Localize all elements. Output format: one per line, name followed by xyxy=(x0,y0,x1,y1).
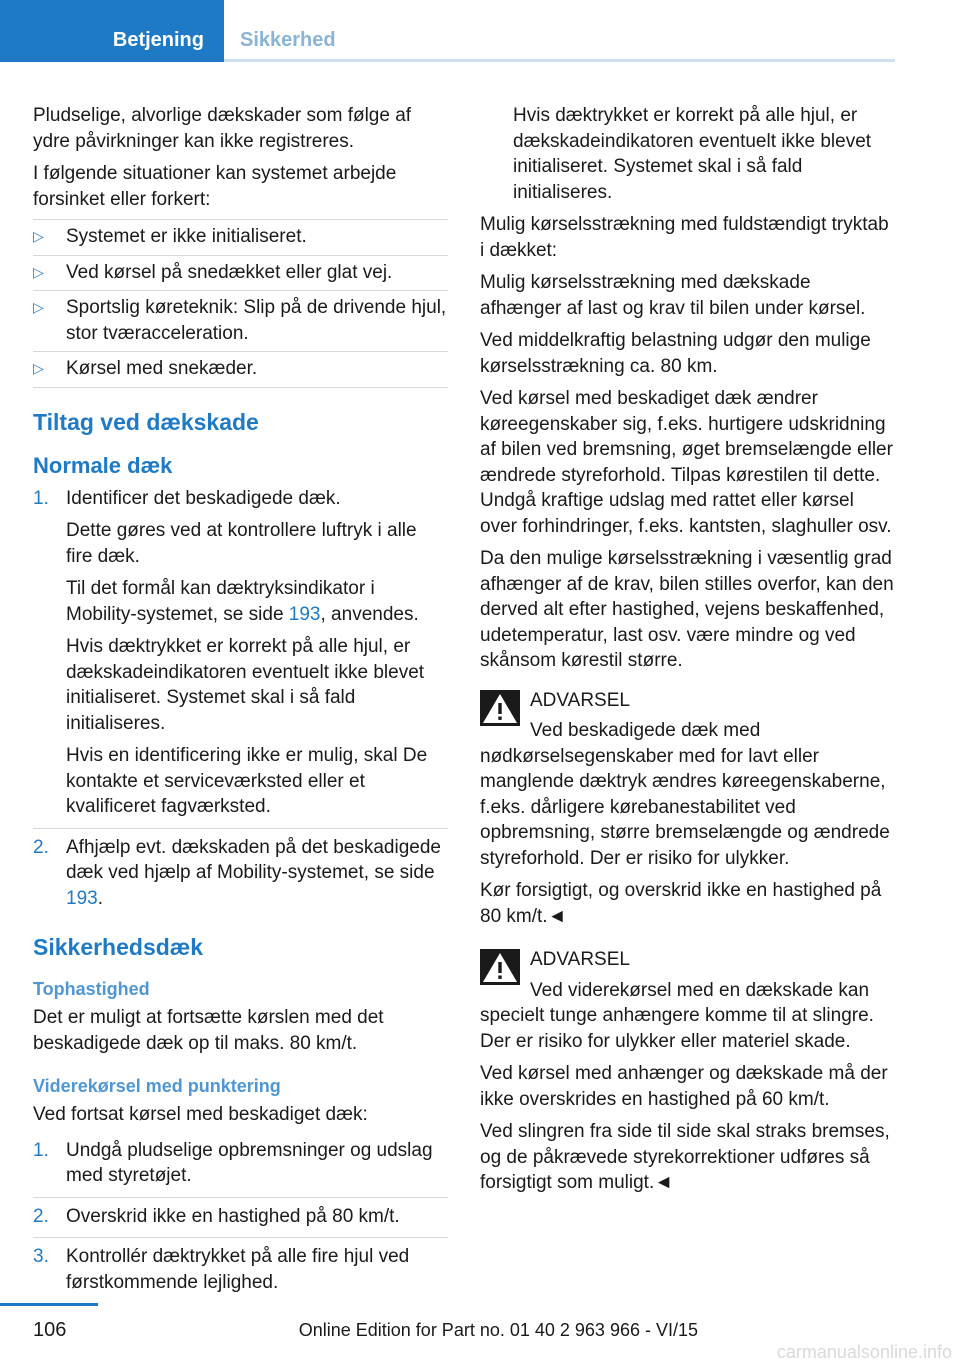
paragraph: Mulig kørselsstrækning med dækskade afhænger af last og krav til bilen under kørsel. xyxy=(480,272,866,319)
text: Ved viderekørsel med en dækskade kan specielt tunge anhængere komme til at slingre. Der er risiko for ulykker eller materiel skade. xyxy=(480,979,874,1052)
step-number: 1. xyxy=(33,1139,49,1161)
triangle-bullet-icon: ▷ xyxy=(33,228,44,244)
numbered-list xyxy=(33,486,448,920)
edition-label: Online Edition for Part no. 01 40 2 963 966 - VI/15 xyxy=(298,1320,698,1340)
paragraph: Da den mulige kørselsstrækning i væsentlig grad afhænger af de krav, bilen stilles overfor, kan den derved alt efter hastighed, vejens beskaffenhed, udetemperatur, last osv. være mindre og ved skånsom kørestil større. xyxy=(480,548,894,671)
tab-label: Sikkerhed xyxy=(240,29,336,52)
step-number: 2. xyxy=(33,836,49,858)
warning-block xyxy=(480,947,895,1054)
heading-normale-daek: Normale dæk xyxy=(33,452,173,478)
paragraph: Mulig kørselsstrækning med fuldstændigt tryktab i dækket: xyxy=(480,214,889,261)
watermark: carmanualsonline.info xyxy=(776,1342,952,1362)
list-item xyxy=(33,291,448,352)
header-tabs xyxy=(0,0,895,62)
paragraph: Ved kørsel med anhænger og dækskade må der ikke overskrides en hastighed på 60 km/t. xyxy=(480,1063,888,1110)
paragraph: Ved slingren fra side til side skal straks bremses, og de påkrævede styrekorrektioner udføres så forsigtigt som muligt.◄ xyxy=(480,1121,890,1193)
text: Til det formål kan dæktryksindikator i Mobility-systemet, se side xyxy=(66,578,375,625)
list-item xyxy=(33,486,448,829)
text: Afhjælp evt. dækskaden på det beskadigede dæk ved hjælp af Mobility-systemet, se side xyxy=(66,836,441,883)
paragraph: Hvis dæktrykket er korrekt på alle hjul, er dækskadeindikatoren eventuelt ikke blevet initialiseret. Systemet skal i så fald initialiseres. xyxy=(513,105,872,203)
step-number: 2. xyxy=(33,1205,49,1227)
warning-text xyxy=(480,718,895,871)
page-link[interactable]: 193 xyxy=(288,603,321,625)
list-item xyxy=(33,1138,448,1198)
step-text: Hvis dæktrykket er korrekt på alle hjul, er dækskadeindikatoren eventuelt ikke blevet initialiseret. Systemet skal i så fald initialiseres. xyxy=(66,636,425,734)
step-text: Kontrollér dæktrykket på alle fire hjul ved førstkommende lejlighed. xyxy=(66,1246,410,1293)
warning-title: ADVARSEL xyxy=(530,949,630,970)
paragraph: Kør forsigtigt, og overskrid ikke en hastighed på 80 km/t.◄ xyxy=(480,880,882,927)
text: , anvendes. xyxy=(320,603,419,625)
left-column xyxy=(33,103,448,1309)
bullet-list xyxy=(33,219,448,388)
numbered-list xyxy=(33,1138,448,1304)
heading-viderekoersel: Viderekørsel med punktering xyxy=(33,1076,281,1096)
step-text: Identificer det beskadigede dæk. xyxy=(66,487,341,509)
tab-underline xyxy=(224,59,895,62)
triangle-bullet-icon: ▷ xyxy=(33,263,44,280)
step-text: Dette gøres ved at kontrollere luftryk i alle fire dæk. xyxy=(66,520,417,567)
step-number: 3. xyxy=(33,1246,49,1267)
heading-tiltag: Tiltag ved dækskade xyxy=(33,408,259,435)
step-text: Overskrid ikke en hastighed på 80 km/t. xyxy=(66,1205,400,1227)
list-item xyxy=(33,1244,448,1303)
warning-title: ADVARSEL xyxy=(530,689,630,711)
tab-sikkerhed[interactable] xyxy=(240,0,336,62)
tab-label: Betjening xyxy=(112,29,204,52)
paragraph: I følgende situationer kan systemet arbejde forsinket eller forkert: xyxy=(33,163,397,210)
warning-triangle-icon xyxy=(480,949,520,985)
step-text xyxy=(66,576,448,627)
list-item-text: Ved kørsel på snedækket eller glat vej. xyxy=(66,261,393,283)
list-item xyxy=(33,1204,448,1239)
list-item-text: Sportslig køreteknik: Slip på de drivende hjul, stor tværacceleration. xyxy=(66,297,447,344)
list-item xyxy=(33,256,448,292)
right-column xyxy=(480,103,895,1203)
triangle-bullet-icon: ▷ xyxy=(33,299,44,315)
list-item-text: Kørsel med snekæder. xyxy=(66,358,258,379)
list-item xyxy=(33,352,448,388)
list-item-text: Systemet er ikke initialiseret. xyxy=(66,226,307,247)
step-text: Undgå pludselige opbremsninger og udslag med styretøjet. xyxy=(66,1139,433,1186)
paragraph: Ved fortsat kørsel med beskadiget dæk: xyxy=(33,1104,368,1125)
text: Ved beskadigede dæk med nødkørselsegenskaber med for lavt eller manglende dæktryk ændres køreegenskaberne, f.eks. dårligere kørebanestabilitet ved opbremsning, større bremselængde og ændrede styreforhold. Der er risiko for ulykker. xyxy=(480,720,890,869)
paragraph: Ved kørsel med beskadiget dæk ændrer køreegenskaber sig, f.eks. hurtigere udskridning af bilen ved bremsning, øget bremselængde eller ændrede styreforhold. Tilpas kørestilen til dette. Undgå kraftige udslag med rattet eller kørsel over forhindringer, f.eks. kantsten, slaghuller osv. xyxy=(480,388,893,537)
paragraph: Pludselige, alvorlige dækskader som følge af ydre påvirkninger kan ikke registreres. xyxy=(33,105,412,152)
paragraph: Ved middelkraftig belastning udgør den mulige kørselsstrækning ca. 80 km. xyxy=(480,330,871,377)
warning-triangle-icon xyxy=(480,690,520,726)
heading-tophastighed: Tophastighed xyxy=(33,979,150,999)
footer-rule xyxy=(0,1303,98,1306)
page-link[interactable]: 193 xyxy=(66,887,98,909)
step-text xyxy=(66,835,448,912)
tab-betjening[interactable] xyxy=(0,0,224,62)
warning-text xyxy=(480,978,895,1055)
warning-block xyxy=(480,688,895,872)
step-number: 1. xyxy=(33,487,49,509)
step-text: Hvis en identificering ikke er mulig, skal De kontakte et serviceværksted eller et kvalificeret fagværksted. xyxy=(66,745,428,817)
list-item xyxy=(33,835,448,920)
page-number: 106 xyxy=(33,1319,67,1341)
triangle-bullet-icon: ▷ xyxy=(33,360,44,376)
heading-sikkerhedsdaek: Sikkerhedsdæk xyxy=(33,934,204,960)
text: . xyxy=(97,887,103,909)
list-item xyxy=(33,219,448,256)
paragraph: Det er muligt at fortsætte kørslen med det beskadigede dæk op til maks. 80 km/t. xyxy=(33,1007,384,1054)
